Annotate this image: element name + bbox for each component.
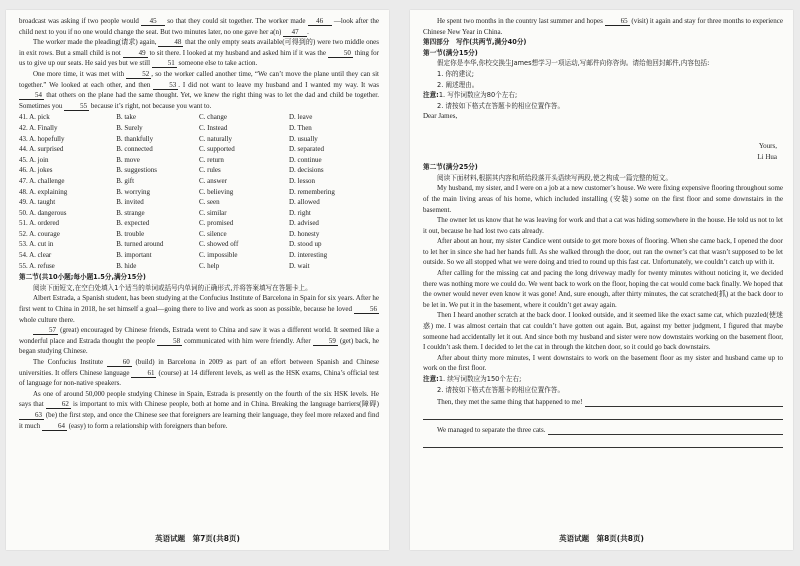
page-footer: 英语试题 第8页(共8页) <box>559 534 644 543</box>
option-row <box>19 239 379 250</box>
answer-line[interactable] <box>423 436 783 448</box>
option-choice: C. impossible <box>198 251 238 260</box>
option-choice: D. leave <box>288 113 313 122</box>
blank-50[interactable]: 50 <box>328 49 353 58</box>
writing-note-1: 注意:1. 写作词数应为80个左右; <box>423 91 518 100</box>
option-choice: C. seen <box>198 198 220 207</box>
blank-65[interactable]: 65 <box>605 17 630 26</box>
lead-sentence-2-line[interactable] <box>423 424 783 435</box>
option-choice: B. move <box>116 155 140 164</box>
writing-note-2: 2. 请按如下格式在答题卡的相应位置作答。 <box>437 101 565 110</box>
option-row <box>19 123 379 134</box>
section2-header: 第二节(共10小题;每小题1.5分,满分15分) <box>19 273 146 282</box>
option-row <box>19 218 379 229</box>
answer-line <box>423 129 783 141</box>
grammar-fill-paragraph: 57 (great) encouraged by Chinese friends, Estrada went to China and saw it was a different world. It seemed like a wonderful place and Estrada thought the people 58 communicated with him were friendly. After 59 (get) back, he began studying Chinese. <box>19 326 379 356</box>
option-choice: B. take <box>116 113 137 122</box>
grammar-fill-paragraph: He spent two months in the country last summer and hopes 65 (visit) it again and stay for three months to experience Chinese New Year in China. <box>423 17 783 36</box>
blank-54[interactable]: 54 <box>19 91 44 100</box>
option-choice: B. Surely <box>116 123 143 132</box>
letter-signature: Li Hua <box>757 152 777 161</box>
option-row <box>19 155 379 166</box>
blank-57[interactable]: 57 <box>33 326 58 335</box>
option-choice: C. promised <box>198 219 234 228</box>
option-choice: 45. A. join <box>19 155 49 164</box>
option-choice: B. worrying <box>116 187 151 196</box>
option-choice: 55. A. refuse <box>19 261 55 270</box>
option-choice: C. return <box>198 155 224 164</box>
option-choice: C. rules <box>198 166 221 175</box>
page-7-content <box>19 16 379 431</box>
option-choice: D. continue <box>288 155 322 164</box>
option-row <box>19 165 379 176</box>
blank-51[interactable]: 51 <box>152 59 177 68</box>
writing-prompt: 假定你是李华,你校交换生James想学习一项运动,写邮件向你咨询。请给他回封邮件,内容包括: <box>437 59 710 68</box>
option-choice: B. hide <box>116 261 137 270</box>
option-choice: 47. A. challenge <box>19 176 65 185</box>
option-choice: 43. A. hopefully <box>19 134 65 143</box>
option-row <box>19 197 379 208</box>
option-choice: D. stood up <box>288 240 322 249</box>
option-choice: D. advised <box>288 219 319 228</box>
blank-53[interactable]: 53 <box>153 81 178 90</box>
lead-sentence-2: We managed to separate the three cats. <box>437 425 546 434</box>
option-choice: 49. A. taught <box>19 198 56 207</box>
option-choice: B. invited <box>116 198 144 207</box>
story-paragraph: After about thirty more minutes, I went downstairs to work on the basement floor as my sister and husband came up to work on the first floor. <box>423 353 783 373</box>
option-choice: B. important <box>116 251 152 260</box>
option-choice: C. showed off <box>198 240 239 249</box>
option-row <box>19 261 379 272</box>
option-choice: 54. A. clear <box>19 251 52 260</box>
option-choice: B. trouble <box>116 229 145 238</box>
grammar-fill-paragraph: Albert Estrada, a Spanish student, has been studying at the Confucius Institute of Barcelona in Spain for six years. After he first went to China in 2018, he set himself a goal—going there to live and work as soon as possible, because he loved 56 whole culture there. <box>19 294 379 324</box>
option-choice: D. decisions <box>288 166 324 175</box>
option-choice: D. allowed <box>288 198 320 207</box>
letter-salutation: Dear James, <box>423 112 458 121</box>
option-choice: C. similar <box>198 208 227 217</box>
option-choice: C. Instead <box>198 123 228 132</box>
option-choice: B. gift <box>116 176 135 185</box>
option-choice: D. wait <box>288 261 310 270</box>
option-choice: D. separated <box>288 145 324 154</box>
option-choice: D. interesting <box>288 251 328 260</box>
option-choice: C. change <box>198 113 227 122</box>
option-choice: B. thankfully <box>116 134 154 143</box>
writing-point-1: 1. 你的建议; <box>437 69 474 78</box>
option-choice: 44. A. surprised <box>19 145 64 154</box>
option-choice: 53. A. cut in <box>19 240 54 249</box>
option-choice: D. Then <box>288 123 312 132</box>
option-choice: D. right <box>288 208 311 217</box>
option-row <box>19 176 379 187</box>
option-choice: C. believing <box>198 187 234 196</box>
option-choice: 46. A. jokes <box>19 166 53 175</box>
option-choice: B. turned around <box>116 240 164 249</box>
answer-line[interactable] <box>423 408 783 420</box>
lead-sentence-1: Then, they met the same thing that happened to me! <box>437 397 583 406</box>
option-row <box>19 250 379 261</box>
cloze-paragraph: The worker made the pleading(请求) again, 48 that the only empty seats available(可得到的) were two middle ones in exit rows. But a small child is not 49 to sit there. I looked at my husband and asked him if it was the 50 thing for us to give up our seats. He said yes but we still 51 someone else to take action. <box>19 38 379 68</box>
note-label: 注意: <box>423 91 439 100</box>
blank-46[interactable]: 46 <box>308 17 332 26</box>
blank-56[interactable]: 56 <box>354 305 379 314</box>
option-choice: 41. A. pick <box>19 113 50 122</box>
option-row <box>19 187 379 198</box>
lead-sentence-1-line[interactable] <box>423 396 783 407</box>
story-paragraph: The owner let us know that he was leaving for work and that a cat was hiding somewhere in the house. He told us not to let it out, because he had lost two cats already. <box>423 216 783 235</box>
cloze-paragraph: One more time, it was met with 52 , so the worker called another time, “We can’t move the plane until they can sit together.” We looked at each other, and then 53 . I did not want to leave my husband and I wanted my way. It was 54 that others on the plane had the same thought. Yet, we knew the right thing was to let the dad and child be together. Sometimes you 55 because it’s right, not because you want to. <box>19 69 380 110</box>
option-choice: 51. A. ordered <box>19 219 60 228</box>
blank-49[interactable]: 49 <box>123 49 148 58</box>
option-row <box>19 229 379 240</box>
story-paragraph: After about an hour, my sister Candice went outside to get more boxes of flooring. When she came back, I opened the door to let her in since she had her hands full. As she walked through the door, out ran the owner’s cat that wasn’t supposed to be let outside. So we all stopped what we were doing and tried to round up this fast cat. Unfortunately, we couldn’t catch up with it. <box>423 237 783 267</box>
blank-64[interactable]: 64 <box>42 422 67 431</box>
option-choice: D. remembering <box>288 187 335 196</box>
blank-60[interactable]: 60 <box>107 358 132 367</box>
option-row <box>19 134 379 145</box>
exam-page-8 <box>410 10 793 550</box>
continuation-note-1: 注意:1. 续写词数应为150个左右; <box>423 375 522 383</box>
option-choice: B. expected <box>116 219 150 228</box>
blank-59[interactable]: 59 <box>313 337 338 346</box>
cloze-options-table <box>19 112 379 271</box>
section2-instructions: 阅读下面短文,在空白处填入1个适当的单词或括号内单词的正确形式,并将答案填写在答题卡上。 <box>33 283 312 292</box>
option-choice: 48. A. explaining <box>19 187 68 196</box>
option-choice: B. connected <box>116 145 153 154</box>
option-row <box>19 208 379 219</box>
option-choice: D. lesson <box>288 176 316 185</box>
option-choice: D. usually <box>288 134 318 143</box>
option-choice: 42. A. Finally <box>19 123 58 132</box>
option-choice: C. help <box>198 261 220 270</box>
continuation-note-2: 2. 请按如下格式在答题卡的相应位置作答。 <box>437 385 565 394</box>
option-choice: C. naturally <box>198 134 233 143</box>
blank-58[interactable]: 58 <box>157 337 182 346</box>
blank-48[interactable]: 48 <box>158 38 183 47</box>
grammar-fill-paragraph: As one of around 50,000 people studying Chinese in Spain, Estrada is presently on the fourth of the six HSK levels. He says that 62 is important to mix with Chinese people, both at home and in China. Breaking the language barriers(障碍) 63 (be) the first step, and once the Chinese see that foreigners are learning their language, they feel more relaxed and find it much 64 (easy) to form a relationship with foreigners than before. <box>19 389 379 430</box>
option-choice: 50. A. dangerous <box>19 208 67 217</box>
writing-section2-header: 第二节(满分25分) <box>423 163 478 172</box>
option-choice: B. suggestions <box>116 166 158 175</box>
blank-55[interactable]: 55 <box>64 102 89 111</box>
story-paragraph: After calling for the missing cat and pacing the long driveway madly for twenty minutes without noticing it, we decided there was nothing more we could do. We went back to work on the floor, hoping the cat would come back finally. We hoped that the owner would never even know it was gone! And, sure enough, after thirty minutes, the cat scratched(抓) at the back door to be let in. We put it in the basement, where it couldn’t get away again. <box>423 269 783 309</box>
story-paragraph: Then I heard another scratch at the back door. I looked outside, and it seemed like the exact same cat, which puzzled(使迷惑) me. I was almost certain that cat couldn’t have gotten out again. But, against my better judgment, I figured that maybe someone had accidentally let it out. And since both my husband and sister were now downstairs working on the basement floor, I couldn’t ask them. I decided to let the cat in through the kitchen door, so it could go back downstairs. <box>423 311 783 352</box>
page-footer: 英语试题 第7页(共8页) <box>155 534 240 543</box>
page-8-content <box>423 16 783 448</box>
blank-45[interactable]: 45 <box>141 17 165 26</box>
letter-closing: Yours, <box>758 141 777 150</box>
option-choice: 52. A. courage <box>19 229 60 238</box>
grammar-fill-paragraph: The Confucius Institute 60 (build) in Barcelona in 2009 as part of an effort between Spanish and Chinese universities. It offers Chinese language 61 (course) at 14 different levels, as well as the HSK exams, China’s official test of language for non-native speakers. <box>19 358 379 388</box>
option-row <box>19 144 379 155</box>
story-passage <box>423 183 783 374</box>
exam-page-7 <box>6 10 389 550</box>
option-choice: C. supported <box>198 145 235 154</box>
blank-47[interactable]: 47 <box>283 28 307 37</box>
blank-52[interactable]: 52 <box>126 70 151 79</box>
story-paragraph: My husband, my sister, and I were on a job at a new customer’s house. We were fixing expensive flooring throughout some of the main living areas of his home, which included installing (安装) some on the first floor and some downstairs in the basement. <box>423 184 783 214</box>
cloze-paragraph: broadcast was asking if two people would 45 so that they could sit together. The worker made 46 —look after the child next to you if no one would change the seat. But two minutes later, no one gave her a(n) 47 . <box>19 17 379 36</box>
writing-section1-header: 第一节(满分15分) <box>423 48 478 57</box>
option-choice: B. strange <box>116 208 145 217</box>
writing-point-2: 2. 阐述理由。 <box>437 80 479 89</box>
option-choice: D. honesty <box>288 229 320 238</box>
option-choice: C. silence <box>198 229 227 238</box>
blank-62[interactable]: 62 <box>46 400 71 409</box>
part4-header: 第四部分 写作(共两节,满分40分) <box>423 38 527 47</box>
option-row <box>19 112 379 123</box>
blank-63[interactable]: 63 <box>19 411 44 420</box>
continuation-instructions: 阅读下面材料,根据其内容和所给段落开头语续写两段,使之构成一篇完整的短文。 <box>437 173 672 182</box>
blank-61[interactable]: 61 <box>131 369 156 378</box>
option-choice: C. answer <box>198 176 227 185</box>
